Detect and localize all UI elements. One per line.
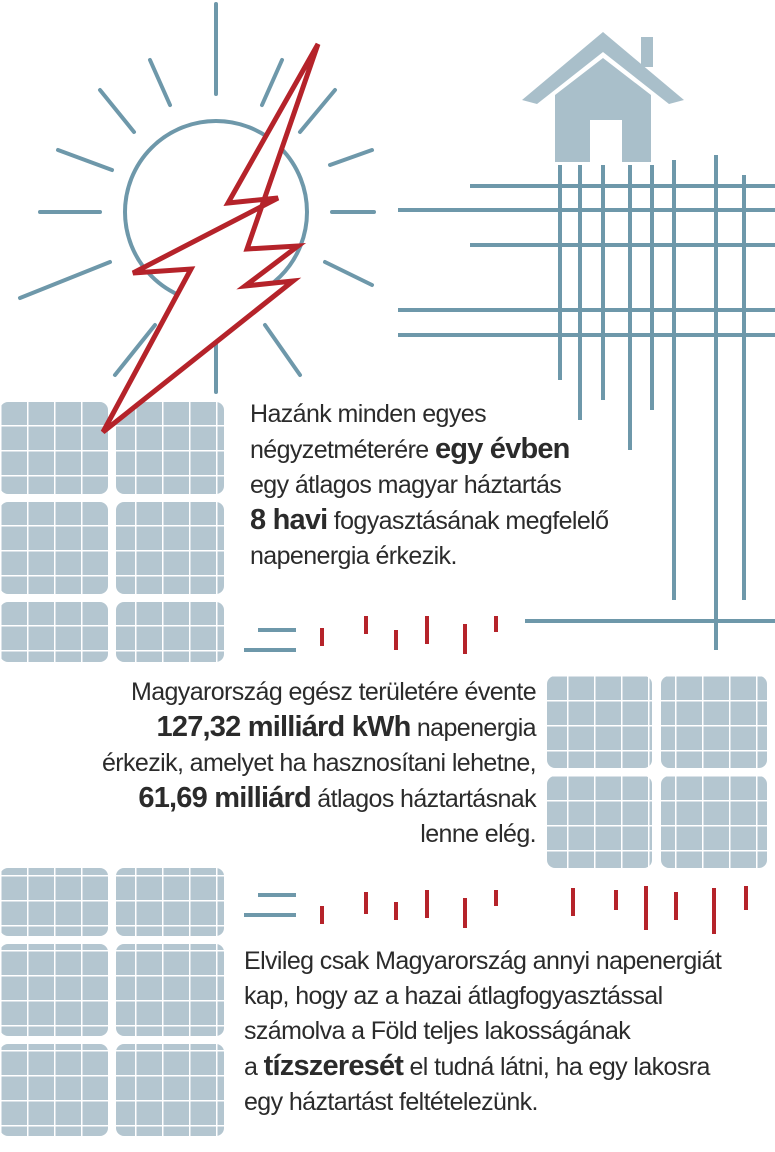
fact1-line3: egy átlagos magyar háztartás xyxy=(250,471,562,499)
fact3-line1: Elvileg csak Magyarország annyi napenergiát xyxy=(244,947,722,975)
fact2-line4: 61,69 milliárd átlagos háztartásnak xyxy=(138,782,536,814)
fact-text-3 xyxy=(244,944,721,1120)
fact3-line2: kap, hogy az a hazai átlagfogyasztással xyxy=(244,982,663,1010)
fact2-line1: Magyarország egész területére évente xyxy=(130,678,536,706)
fact1-line2: négyzetméterére egy évben xyxy=(250,433,570,465)
fact-text-2 xyxy=(88,675,536,852)
fact2-line3: érkezik, amelyet ha hasznosítani lehetne, xyxy=(102,749,536,777)
fact3-line4: a tízszeresét el tudná látni, ha egy lakosra xyxy=(244,1050,710,1082)
fact2-line5: lenne elég. xyxy=(420,820,536,848)
highlight-haztartas: 61,69 milliárd xyxy=(138,782,311,814)
fact1-line1: Hazánk minden egyes xyxy=(250,400,486,428)
highlight-8-havi: 8 havi xyxy=(250,504,328,536)
fact1-line5: napenergia érkezik. xyxy=(250,542,457,570)
highlight-tizszereset: tízszeresét xyxy=(263,1050,404,1082)
fact1-line4: 8 havi fogyasztásának megfelelő xyxy=(250,504,609,536)
fact3-line3: számolva a Föld teljes lakosságának xyxy=(244,1017,631,1045)
lightning-bolt-icon xyxy=(103,44,318,432)
highlight-egy-evben: egy évben xyxy=(434,433,570,465)
house-icon xyxy=(522,32,684,162)
fact3-line5: egy háztartást feltételezünk. xyxy=(244,1088,538,1116)
fact-text-1 xyxy=(250,397,608,574)
fact2-line2: 127,32 milliárd kWh napenergia xyxy=(156,711,536,743)
highlight-kwh: 127,32 milliárd kWh xyxy=(156,711,411,743)
